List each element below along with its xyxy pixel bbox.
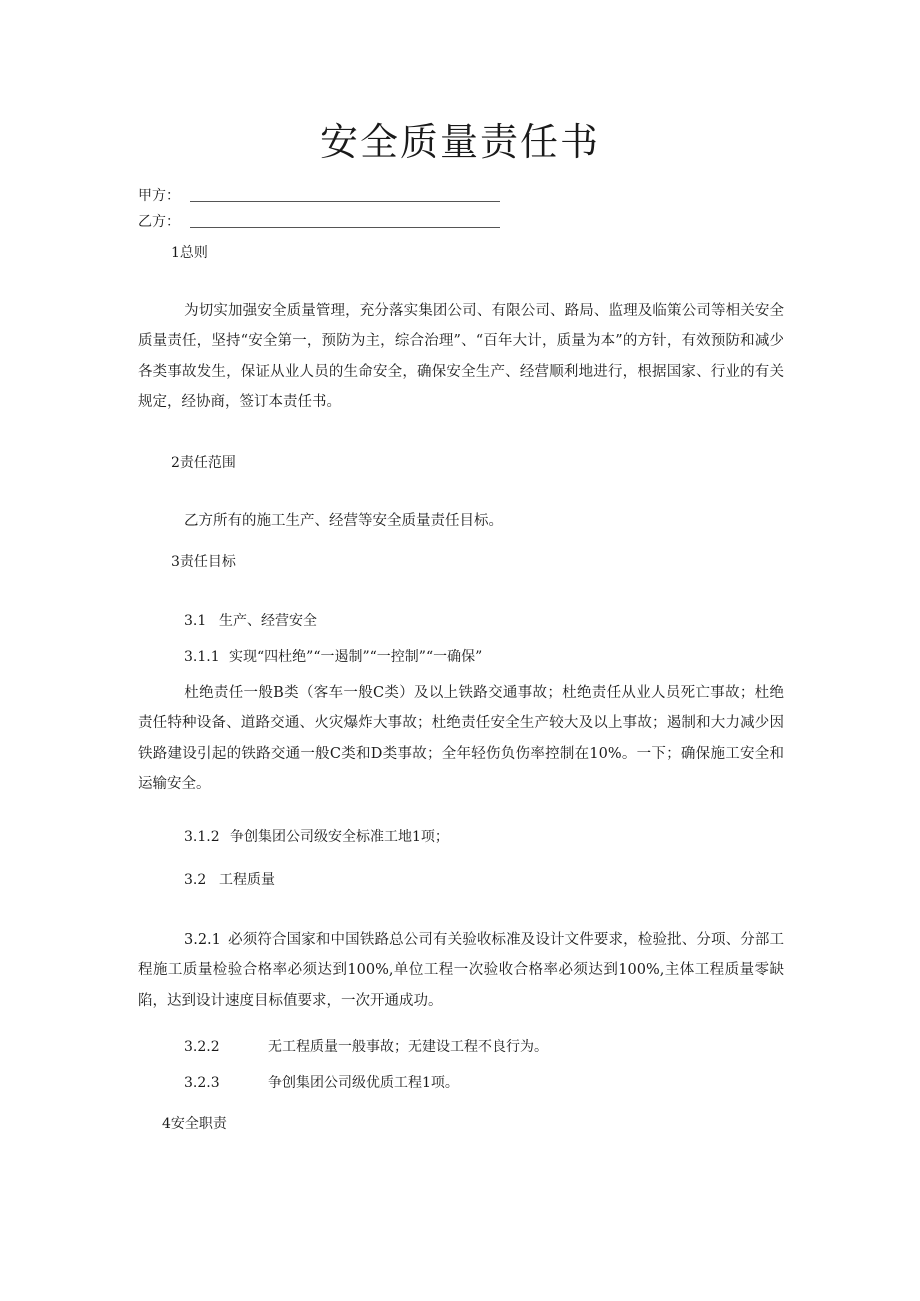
section-3-2-1-body: 必须符合国家和中国铁路总公司有关验收标准及设计文件要求，检验批、分项、分部工程施工质量检验合格率必须达到100%,单位工程一次验收合格率必须达到100%,主体工程质量零缺陷，达到设计速度目标值要求，一次开通成功。	[138, 932, 784, 1009]
section-3-2-3-item	[184, 1073, 459, 1093]
section-3-2-number: 3.2	[184, 872, 207, 888]
section-3-1-2-item	[184, 827, 449, 847]
section-3-1-1-paragraph	[138, 678, 784, 799]
section-3-1-text: 生产、经营安全	[219, 613, 317, 629]
section-3-1-number: 3.1	[184, 613, 207, 629]
section-3-1-1-text: 实现“四杜绝”“一遏制”“一控制”“一确保”	[229, 649, 483, 665]
section-2-text: 乙方所有的施工生产、经营等安全质量责任目标。	[184, 513, 503, 529]
section-3-2-2-item	[184, 1037, 548, 1057]
party-a-blank-line	[190, 201, 500, 202]
section-3-1-2-number: 3.1.2	[184, 829, 220, 845]
section-3-2-text: 工程质量	[219, 872, 275, 888]
section-3-1-1-body: 杜绝责任一般B类（客车一般C类）及以上铁路交通事故；杜绝责任从业人员死亡事故；杜绝责任特种设备、道路交通、火灾爆炸大事故；杜绝责任安全生产较大及以上事故；遏制和大力减少因铁路建设引起的铁路交通一般C类和D类事故；全年轻伤负伤率控制在10%。一下；确保施工安全和运输安全。	[138, 685, 784, 792]
section-3-1-2-text: 争创集团公司级安全标准工地1项；	[230, 829, 449, 845]
section-3-2-2-text: 无工程质量一般事故；无建设工程不良行为。	[268, 1039, 548, 1055]
section-3-2-1-paragraph	[138, 925, 784, 1016]
party-b-blank-line	[190, 227, 500, 228]
party-a-label: 甲方：	[138, 188, 180, 204]
section-3-2-2-number: 3.2.2	[184, 1039, 220, 1055]
party-a-row	[138, 186, 190, 206]
section-1-heading: 1总则	[171, 245, 208, 261]
section-3-2-3-number: 3.2.3	[184, 1075, 220, 1091]
section-3-1-1-number: 3.1.1	[184, 649, 220, 665]
party-b-label: 乙方：	[138, 214, 180, 230]
section-3-2-heading	[184, 870, 275, 890]
section-3-1-heading	[184, 611, 317, 631]
document-title: 安全质量责任书	[319, 120, 600, 164]
section-3-1-1-heading	[184, 647, 482, 667]
section-2-paragraph	[138, 506, 784, 536]
section-4-heading: 4安全职责	[162, 1116, 227, 1132]
party-b-row	[138, 212, 190, 232]
section-3-2-3-text: 争创集团公司级优质工程1项。	[268, 1075, 459, 1091]
section-3-2-1-number: 3.2.1	[184, 932, 221, 948]
section-1-paragraph	[138, 296, 784, 417]
section-3-heading: 3责任目标	[171, 554, 236, 570]
section-1-text: 为切实加强安全质量管理，充分落实集团公司、有限公司、路局、监理及临策公司等相关安全质量责任，坚持“安全第一，预防为主，综合治理”、“百年大计，质量为本”的方针，有效预防和减少各类事故发生，保证从业人员的生命安全，确保安全生产、经营顺利地进行，根据国家、行业的有关规定，经协商，签订本责任书。	[138, 303, 784, 410]
section-2-heading: 2责任范围	[171, 455, 236, 471]
